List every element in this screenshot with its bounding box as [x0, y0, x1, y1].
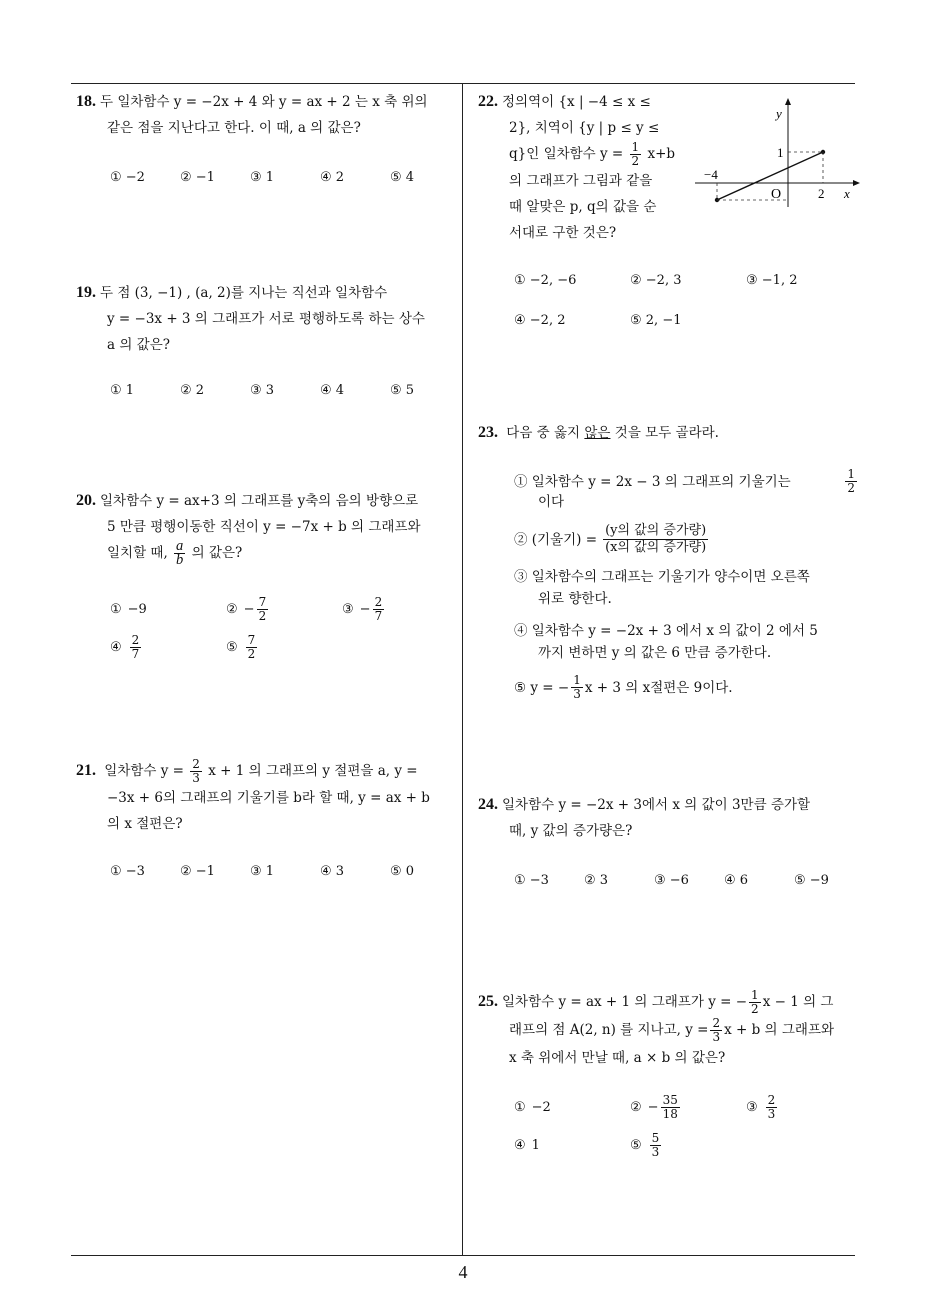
choice-5[interactable]: ⑤ 4	[390, 170, 415, 185]
question-19	[76, 280, 460, 358]
question-22	[478, 89, 688, 246]
q22-graph	[690, 92, 865, 212]
fraction: $\frac{2}{3}$	[712, 1015, 721, 1044]
bottom-rule	[71, 1255, 855, 1256]
tick-label-2: 2	[818, 186, 825, 201]
choice-3[interactable]: ③ $\frac{2}{3}$	[746, 1093, 776, 1121]
question-number: 21.	[76, 762, 96, 779]
choice-1[interactable]: ① −3	[514, 873, 549, 888]
choices-20-row1	[110, 596, 458, 623]
stem-text: 의 값은?	[191, 545, 243, 561]
choice-3[interactable]: ③ 3	[250, 383, 275, 398]
choice-5[interactable]: ⑤ 2, −1	[630, 313, 682, 328]
question-stem: a 의 값은?	[107, 337, 170, 353]
question-20	[76, 488, 460, 567]
choices-19	[110, 383, 460, 398]
tick-label-neg4: −4	[704, 167, 718, 182]
fraction: $\frac{1}{2}$	[751, 987, 759, 1016]
question-stem: 정의역이 {x | −4 ≤ x ≤	[502, 94, 651, 110]
question-stem: 서대로 구한 것은?	[509, 225, 617, 241]
question-stem: 일차함수 y = ax+3 의 그래프를 y축의 음의 방향으로	[100, 493, 419, 509]
choice-2[interactable]: ② −1	[180, 170, 215, 185]
fraction: $\frac{a}{b}$	[176, 538, 184, 568]
option-5[interactable]: ⑤ y = − $\frac{1}{3}$ x + 3 의 x절편은 9이다.	[514, 673, 733, 701]
question-stem: y = −3x + 3 의 그래프가 서로 평행하도록 하는 상수	[107, 311, 425, 327]
choices-22-row1	[514, 273, 862, 288]
choice-2[interactable]: ② −2, 3	[630, 273, 682, 288]
question-stem: 두 점 (3, −1) , (a, 2)를 지나는 직선과 일차함수	[100, 285, 388, 301]
choice-2[interactable]: ② 2	[180, 383, 205, 398]
option-2[interactable]: ② (기울기) = $\frac{\text{(y의 값의 증가량)}}{\text{(x의 값의 증가량)}}$	[514, 523, 707, 555]
function-line	[717, 152, 823, 200]
choice-2[interactable]: ② 3	[584, 873, 609, 888]
question-stem: 2}, 치역이 {y | p ≤ y ≤	[509, 120, 660, 136]
emphasis-not: 않은	[584, 425, 611, 441]
page-number: 4	[458, 1262, 468, 1282]
choice-4[interactable]: ④ −2, 2	[514, 313, 566, 328]
choice-2[interactable]: ② − $\frac{35}{18}$	[630, 1093, 678, 1121]
tick-label-1: 1	[777, 145, 784, 160]
choice-2[interactable]: ② −1	[180, 864, 215, 879]
choice-4[interactable]: ④ 1	[514, 1138, 540, 1153]
choice-2[interactable]: ② − $\frac{7}{2}$	[226, 595, 267, 623]
choice-5[interactable]: ⑤ $\frac{7}{2}$	[226, 633, 256, 661]
choices-20-row2	[110, 634, 342, 661]
question-23: 23. 다음 중 옳지 않은 것을 모두 골라라.	[478, 424, 719, 441]
choice-4[interactable]: ④ 3	[320, 864, 345, 879]
choice-5[interactable]: ⑤ 5	[390, 383, 415, 398]
choice-1[interactable]: ① 1	[110, 383, 135, 398]
question-stem: 때, y 값의 증가량은?	[509, 823, 633, 839]
choice-1[interactable]: ① −2	[110, 170, 145, 185]
choice-1[interactable]: ① −9	[110, 602, 147, 617]
question-number: 22.	[478, 93, 498, 110]
question-25: 25. 일차함수 y = ax + 1 의 그래프가 y = − $\frac{1}{2}$ x − 1 의 그 래프의 점 A(2, n) 를 지나고, y = $\frac{2}{3}$ x + b 의 그래프와 x 축 위에서 만날 때, a × b 의 값은?	[478, 988, 862, 1072]
option-1[interactable]: ① 일차함수 y = 2x − 3 의 그래프의 기울기는 $\frac{1}{2}$ 이다	[514, 467, 855, 510]
question-stem: 같은 점을 지난다고 한다. 이 때, a 의 값은?	[107, 120, 361, 136]
choice-3[interactable]: ③ −1, 2	[746, 273, 798, 288]
choice-1[interactable]: ① −3	[110, 864, 145, 879]
question-24	[478, 792, 862, 844]
choice-3[interactable]: ③ 1	[250, 170, 275, 185]
question-stem: 의 x 절편은?	[107, 816, 183, 832]
q23-options	[514, 468, 859, 711]
choice-5[interactable]: ⑤ $\frac{5}{3}$	[630, 1131, 660, 1159]
question-21	[76, 758, 460, 837]
top-rule	[71, 83, 855, 84]
choices-24	[514, 873, 864, 888]
x-axis-arrow	[853, 180, 860, 186]
question-number: 19.	[76, 284, 96, 301]
question-number: 20.	[76, 492, 96, 509]
option-4[interactable]: ④ 일차함수 y = −2x + 3 에서 x 의 값이 2 에서 5 까지 변하면 y 의 값은 6 만큼 증가한다.	[514, 623, 818, 661]
option-3[interactable]: ③ 일차함수의 그래프는 기울기가 양수이면 오른쪽 위로 향한다.	[514, 569, 810, 607]
question-stem: 일차함수 y = −2x + 3에서 x 의 값이 3만큼 증가할	[502, 797, 811, 813]
choice-3[interactable]: ③ − $\frac{2}{7}$	[342, 595, 383, 623]
choice-4[interactable]: ④ 2	[320, 170, 345, 185]
stem-text: 일치할 때,	[107, 545, 168, 561]
center-divider	[462, 83, 463, 1256]
question-stem: 5 만큼 평행이동한 직선이 y = −7x + b 의 그래프와	[107, 519, 421, 535]
question-number: 18.	[76, 93, 96, 110]
question-stem: 때 알맞은 p, q의 값을 순	[509, 199, 657, 215]
question-stem: 두 일차함수 y = −2x + 4 와 y = ax + 2 는 x 축 위의	[100, 94, 428, 110]
fraction: $\frac{1}{2}$	[631, 140, 640, 168]
question-18	[76, 89, 460, 141]
stem-text: x + 1 의 그래프의 y 절편을 a, y =	[208, 763, 418, 779]
y-axis-label: y	[776, 106, 782, 121]
choice-1[interactable]: ① −2, −6	[514, 273, 577, 288]
choice-5[interactable]: ⑤ −9	[794, 873, 829, 888]
choice-5[interactable]: ⑤ 0	[390, 864, 415, 879]
choices-21	[110, 864, 460, 879]
choice-3[interactable]: ③ 1	[250, 864, 275, 879]
origin-label: O	[771, 187, 782, 202]
question-stem: −3x + 6의 그래프의 기울기를 b라 할 때, y = ax + b	[107, 790, 430, 806]
choice-3[interactable]: ③ −6	[654, 873, 689, 888]
choices-25-row1	[514, 1094, 862, 1121]
choice-4[interactable]: ④ 6	[724, 873, 749, 888]
question-number: 25.	[478, 993, 498, 1010]
choices-22-row2	[514, 313, 746, 328]
choices-25-row2	[514, 1132, 746, 1159]
question-stem: x 축 위에서 만날 때, a × b 의 값은?	[509, 1050, 726, 1066]
choice-4[interactable]: ④ 4	[320, 383, 345, 398]
question-stem: q}인 일차함수 y = $\frac{1}{2}$ x+b	[509, 140, 676, 168]
question-number: 24.	[478, 796, 498, 813]
question-stem	[76, 540, 460, 567]
stem-text: 일차함수 y =	[104, 763, 184, 779]
fraction: $\frac{2}{3}$	[192, 757, 200, 785]
question-stem: 의 그래프가 그림과 같을	[509, 173, 653, 189]
question-number: 23.	[478, 424, 498, 441]
choice-4[interactable]: ④ $\frac{2}{7}$	[110, 633, 140, 661]
choices-18	[110, 170, 460, 185]
x-axis-label: x	[844, 186, 850, 201]
choice-1[interactable]: ① −2	[514, 1100, 551, 1115]
y-axis-arrow	[785, 98, 791, 105]
